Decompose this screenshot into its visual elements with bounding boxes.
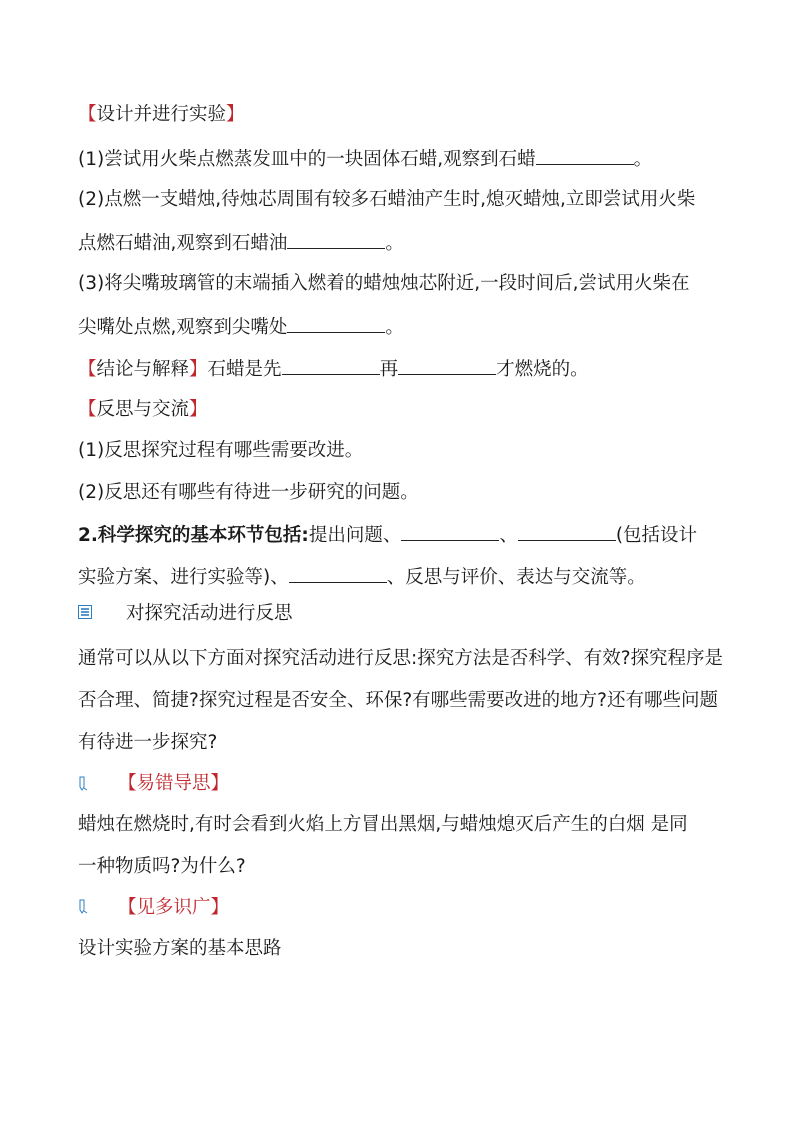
design-heading	[78, 103, 245, 127]
design-item-2-line2: 点燃石蜡油,观察到石蜡油 。	[78, 230, 404, 256]
conclusion-heading-text: 结论与解释	[96, 359, 190, 380]
question-2-label: 2.科学探究的基本环节包括	[78, 525, 302, 546]
reflect-activity-title: 对探究活动进行反思	[126, 603, 293, 624]
book-icon	[78, 605, 92, 619]
mistake-line1: 蜡烛在燃烧时,有时会看到火焰上方冒出黑烟,与蜡烛熄灭后产生的白烟 是同	[78, 814, 688, 835]
reflection-heading: 【反思与交流】	[78, 399, 208, 420]
reflection-item-1: (1)反思探究过程有哪些需要改进。	[78, 440, 364, 461]
answer-blank	[287, 230, 385, 249]
design-item-2-line1: (2)点燃一支蜡烛,待烛芯周围有较多石蜡油产生时,熄灭蜡烛,立即尝试用火柴	[78, 189, 696, 210]
reflect-activity-para-line1: 通常可以从以下方面对探究活动进行反思:探究方法是否科学、有效?探究程序是	[78, 648, 724, 669]
design-item-3-line2: 尖嘴处点燃,观察到尖嘴处 。	[78, 314, 404, 340]
reflect-activity-para-line2: 否合理、简捷?探究过程是否安全、环保?有哪些需要改进的地方?还有哪些问题	[78, 690, 718, 711]
mistake-line2: 一种物质吗?为什么?	[78, 856, 246, 877]
knowledge-heading: 【见多识广】	[118, 897, 230, 918]
design-heading-text: 设计并进行实验	[96, 104, 227, 125]
pen-icon	[78, 899, 88, 915]
answer-blank	[289, 564, 387, 583]
answer-blank	[398, 356, 496, 375]
answer-blank	[287, 314, 385, 333]
mistake-heading: 【易错导思】	[118, 773, 230, 794]
answer-blank	[536, 146, 634, 165]
answer-blank	[401, 522, 499, 541]
design-item-1: (1)尝试用火柴点燃蒸发皿中的一块固体石蜡,观察到石蜡 。	[78, 146, 652, 172]
design-item-3-line1: (3)将尖嘴玻璃管的末端插入燃着的蜡烛烛芯附近,一段时间后,尝试用火柴在	[78, 273, 690, 294]
bracket-close: 】	[226, 104, 245, 125]
pen-icon	[78, 776, 88, 792]
question-2-line2: 实验方案、进行实验等)、 、反思与评价、表达与交流等。	[78, 564, 646, 590]
reflection-item-2: (2)反思还有哪些有待进一步研究的问题。	[78, 482, 419, 503]
conclusion-line: 【结论与解释】石蜡是先 再 才燃烧的。	[78, 356, 589, 382]
answer-blank	[282, 356, 380, 375]
knowledge-line1: 设计实验方案的基本思路	[78, 938, 282, 959]
reflect-activity-para-line3: 有待进一步探究?	[78, 732, 218, 753]
bracket-open: 【	[78, 104, 97, 125]
question-2-line1: 2.科学探究的基本环节包括:提出问题、 、 (包括设计	[78, 522, 697, 548]
answer-blank	[518, 522, 616, 541]
reflection-heading-text: 反思与交流	[96, 399, 190, 420]
